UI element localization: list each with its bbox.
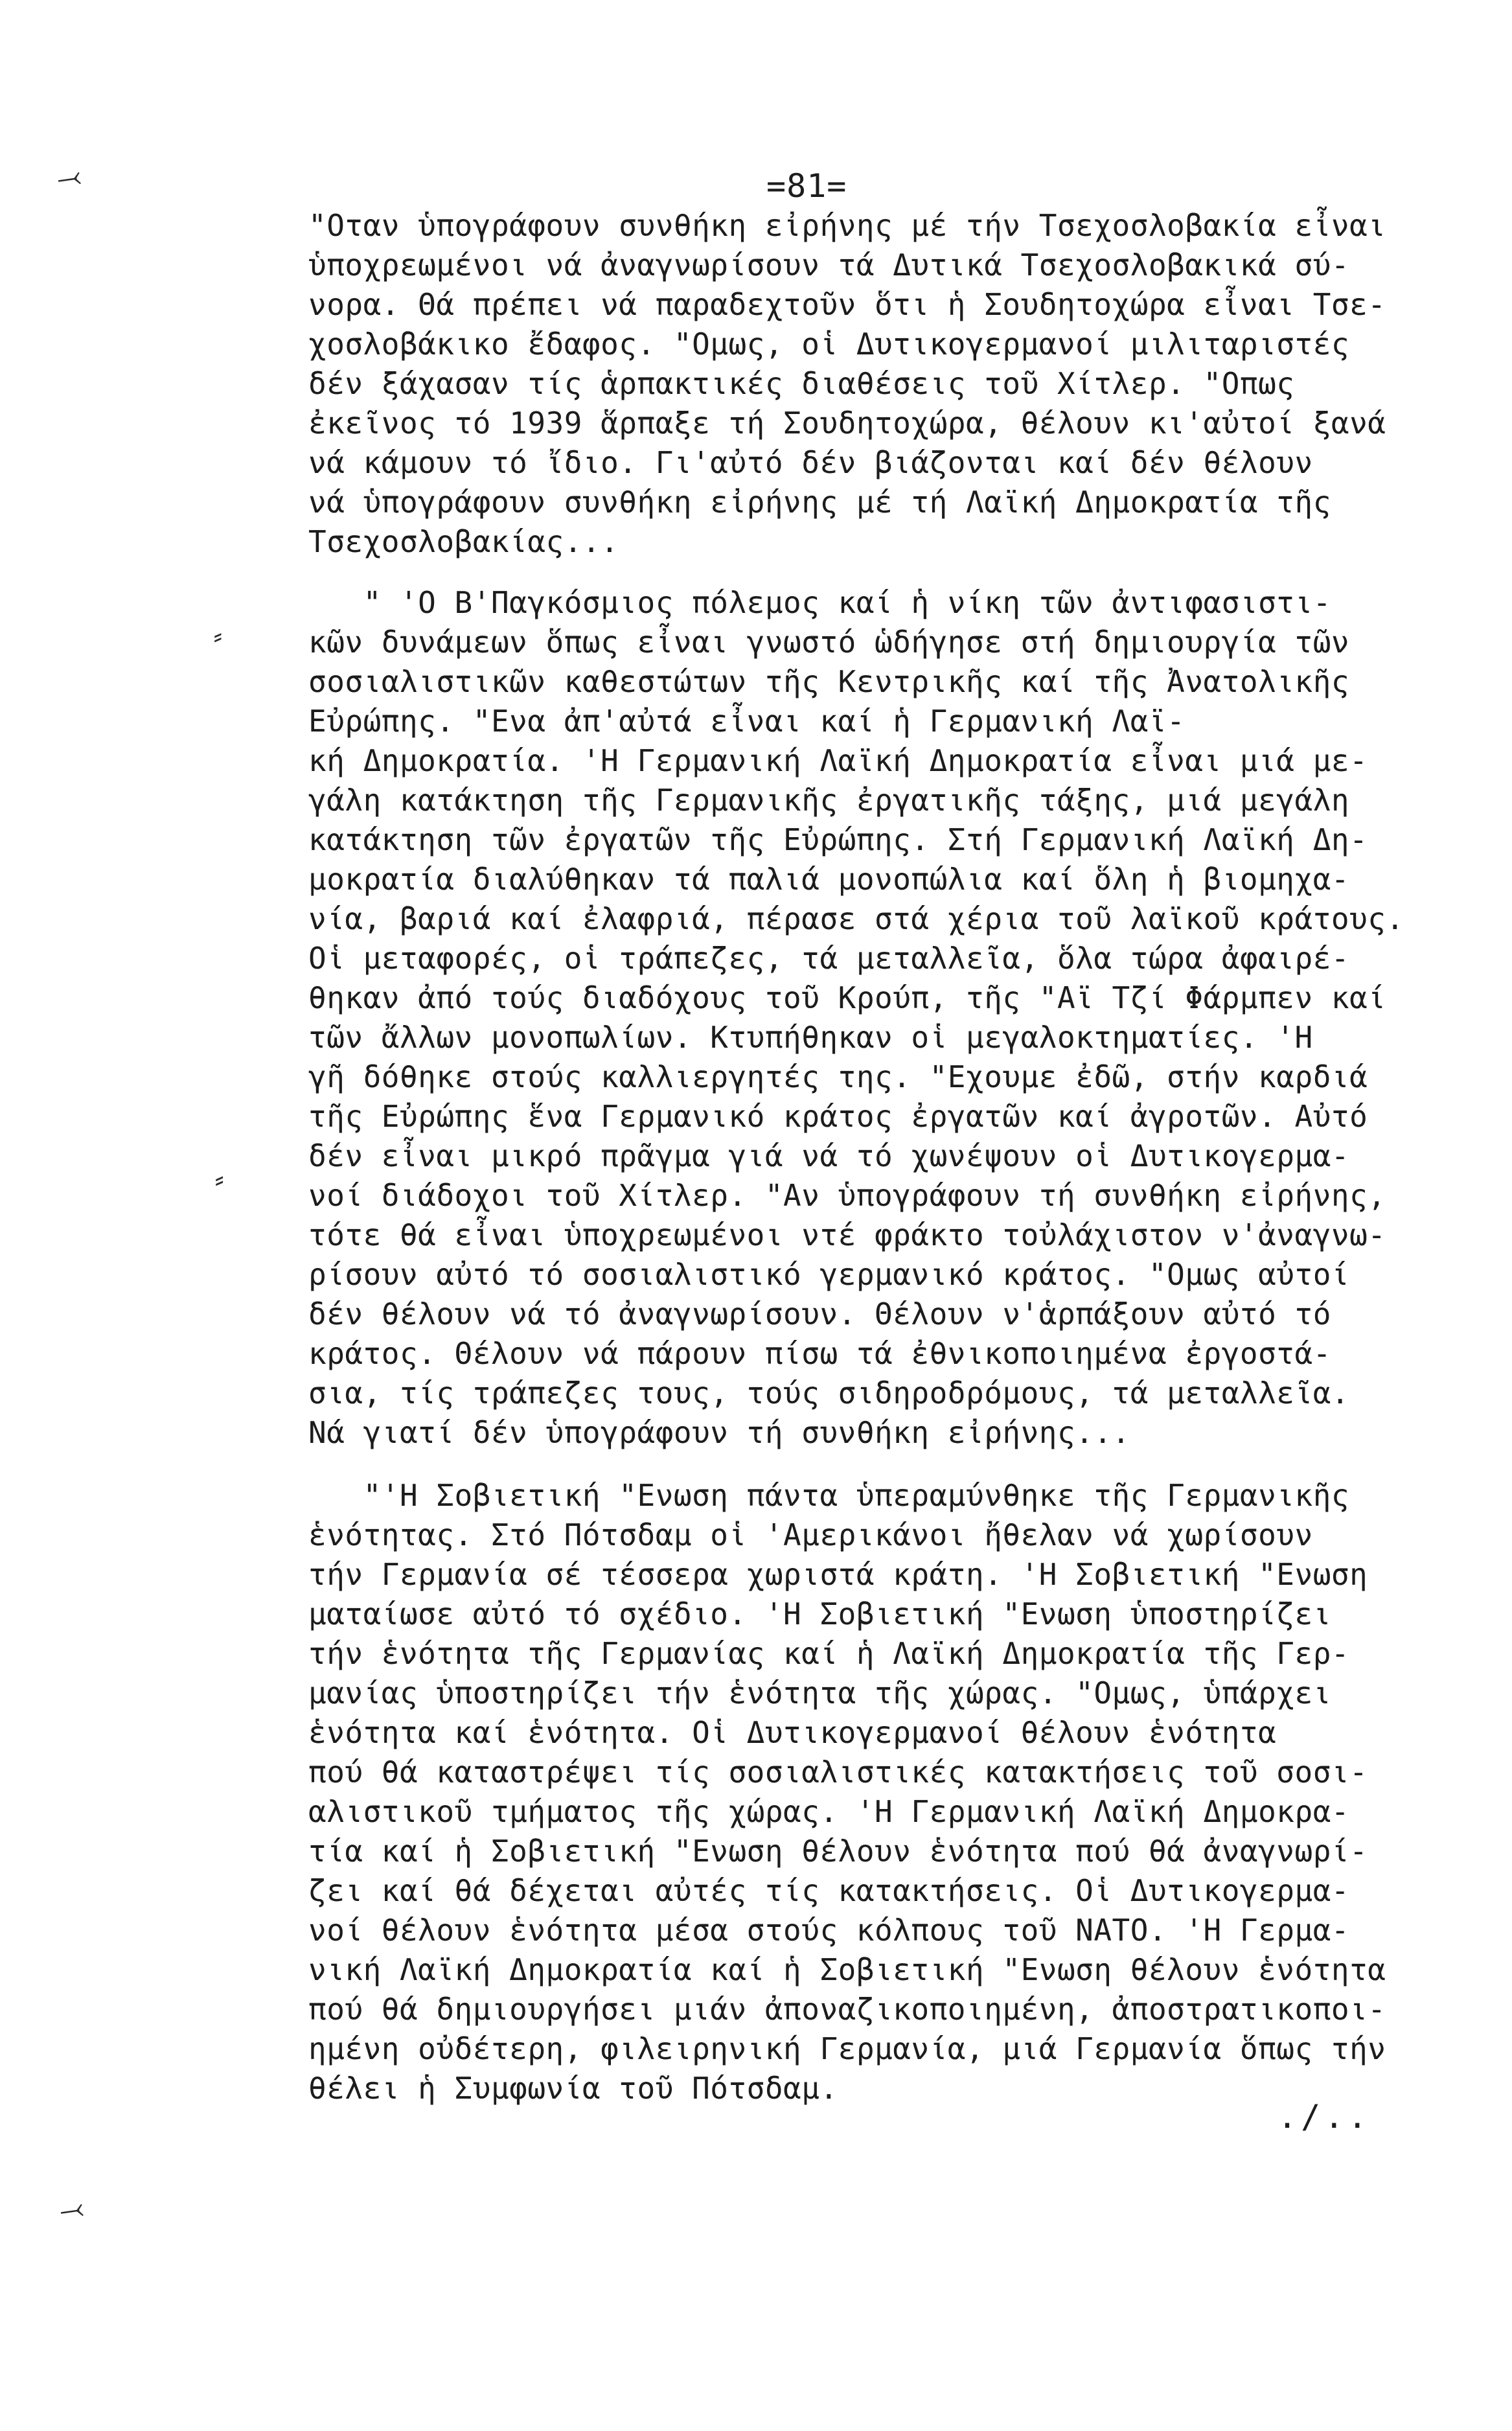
margin-pencil-mark: ⸗	[215, 1164, 224, 1194]
text-line: Οἱ μεταφορές, οἱ τράπεζες, τά μεταλλεῖα, ὅλα τώρα ἀφαιρέ-	[308, 941, 1350, 976]
text-line: ρίσουν αὐτό τό σοσιαλιστικό γερμανικό κράτος. "Ομως αὐτοί	[308, 1257, 1350, 1292]
text-line: τῶν ἄλλων μονοπωλίων. Κτυπήθηκαν οἱ μεγαλοκτηματίες. 'Η	[308, 1020, 1313, 1055]
text-line: γῆ δόθηκε στούς καλλιεργητές της. "Εχουμε ἐδῶ, στήν καρδιά	[308, 1059, 1368, 1094]
text-line: Νά γιατί δέν ὑπογράφουν τή συνθήκη εἰρήνης...	[308, 1415, 1130, 1450]
text-line: νορα. Θά πρέπει νά παραδεχτοῦν ὅτι ἡ Σουδητοχώρα εἶναι Τσε-	[308, 287, 1386, 322]
text-line: πού θά καταστρέψει τίς σοσιαλιστικές κατακτήσεις τοῦ σοσι-	[308, 1755, 1368, 1790]
text-line: πού θά δημιουργήσει μιάν ἀποναζικοποιημένη, ἀποστρατικοποι-	[308, 1992, 1386, 2027]
text-line: νική Λαϊκή Δημοκρατία καί ἡ Σοβιετική "Ενωση θέλουν ἑνότητα	[308, 1952, 1386, 1987]
text-line: τήν Γερμανία σέ τέσσερα χωριστά κράτη. 'Η Σοβιετική "Ενωση	[308, 1557, 1368, 1592]
text-line: "'Η Σοβιετική "Ενωση πάντα ὑπεραμύνθηκε τῆς Γερμανικῆς	[308, 1478, 1350, 1513]
text-line: ματαίωσε αὐτό τό σχέδιο. 'Η Σοβιετική "Ενωση ὑποστηρίζει	[308, 1596, 1331, 1631]
text-line: Εὐρώπης. "Ενα ἀπ'αὐτά εἶναι καί ἡ Γερμανική Λαϊ-	[308, 704, 1186, 739]
text-line: νία, βαριά καί ἐλαφριά, πέρασε στά χέρια τοῦ λαϊκοῦ κράτους.	[308, 901, 1404, 936]
text-line: κράτος. Θέλουν νά πάρουν πίσω τά ἐθνικοποιημένα ἐργοστά-	[308, 1336, 1331, 1371]
text-line: αλιστικοῦ τμήματος τῆς χώρας. 'Η Γερμανική Λαϊκή Δημοκρα-	[308, 1794, 1350, 1829]
text-line: γάλη κατάκτηση τῆς Γερμανικῆς ἐργατικῆς τάξης, μιά μεγάλη	[308, 783, 1350, 818]
paragraph-german-unity	[308, 1476, 1500, 2108]
text-line: ζει καί θά δέχεται αὐτές τίς κατακτήσεις. Οἱ Δυτικογερμα-	[308, 1873, 1350, 1908]
page-number: =81=	[766, 167, 847, 205]
text-line: τῆς Εὐρώπης ἕνα Γερμανικό κράτος ἐργατῶν καί ἀγροτῶν. Αὐτό	[308, 1099, 1368, 1134]
text-line: θέλει ἡ Συμφωνία τοῦ Πότσδαμ.	[308, 2071, 838, 2106]
text-line: ἑνότητα καί ἑνότητα. Οἱ Δυτικογερμανοί θέλουν ἑνότητα	[308, 1715, 1277, 1750]
text-line: κῶν δυνάμεων ὅπως εἶναι γνωστό ὡδήγησε στή δημιουργία τῶν	[308, 625, 1350, 660]
text-line: τήν ἑνότητα τῆς Γερμανίας καί ἡ Λαϊκή Δημοκρατία τῆς Γερ-	[308, 1636, 1350, 1671]
text-line: "Οταν ὑπογράφουν συνθήκη εἰρήνης μέ τήν Τσεχοσλοβακία εἶναι	[308, 208, 1386, 243]
text-line: Τσεχοσλοβακίας...	[308, 524, 619, 559]
text-line: νά ὑπογράφουν συνθήκη εἰρήνης μέ τή Λαϊκή Δημοκρατία τῆς	[308, 485, 1331, 520]
text-line: νά κάμουν τό ἴδιο. Γι'αὐτό δέν βιάζονται καί δέν θέλουν	[308, 445, 1313, 480]
text-line: νοί διάδοχοι τοῦ Χίτλερ. "Αν ὑπογράφουν τή συνθήκη εἰρήνης,	[308, 1178, 1386, 1213]
paragraph-sudetenland	[308, 206, 1500, 562]
text-line: τότε θά εἶναι ὑποχρεωμένοι ντέ φράκτο τοὐλάχιστον ν'ἀναγνω-	[308, 1217, 1386, 1252]
text-line: μανίας ὑποστηρίζει τήν ἑνότητα τῆς χώρας. "Ομως, ὑπάρχει	[308, 1676, 1331, 1711]
margin-pencil-mark: ⸗	[214, 621, 222, 650]
text-line: μοκρατία διαλύθηκαν τά παλιά μονοπώλια καί ὅλη ἡ βιομηχα-	[308, 862, 1350, 897]
text-line: δέν εἶναι μικρό πρᾶγμα γιά νά τό χωνέψουν οἱ Δυτικογερμα-	[308, 1138, 1350, 1173]
continuation-mark: ./..	[1277, 2098, 1371, 2136]
text-line: ημένη οὐδέτερη, φιλειρηνική Γερμανία, μιά Γερμανία ὅπως τήν	[308, 2031, 1386, 2066]
margin-pencil-mark: ⤙	[57, 2189, 86, 2228]
text-line: σια, τίς τράπεζες τους, τούς σιδηροδρόμους, τά μεταλλεῖα.	[308, 1376, 1350, 1411]
text-line: θηκαν ἀπό τούς διαδόχους τοῦ Κρούπ, τῆς "Αϊ Τζί Φάρμπεν καί	[308, 980, 1386, 1015]
text-line: τία καί ἡ Σοβιετική "Ενωση θέλουν ἑνότητα πού θά ἀναγνωρί-	[308, 1834, 1368, 1869]
text-line: ἑνότητας. Στό Πότσδαμ οἱ 'Αμερικάνοι ἤθελαν νά χωρίσουν	[308, 1517, 1313, 1552]
text-line: κή Δημοκρατία. 'Η Γερμανική Λαϊκή Δημοκρατία εἶναι μιά με-	[308, 743, 1368, 778]
text-line: κατάκτηση τῶν ἐργατῶν τῆς Εὐρώπης. Στή Γερμανική Λαϊκή Δη-	[308, 822, 1368, 857]
text-line: ἐκεῖνος τό 1939 ἅρπαξε τή Σουδητοχώρα, θέλουν κι'αὐτοί ξανά	[308, 406, 1386, 441]
paragraph-gdr	[308, 583, 1500, 1453]
text-line: δέν ξάχασαν τίς ἁρπακτικές διαθέσεις τοῦ Χίτλερ. "Οπως	[308, 366, 1295, 401]
text-line: δέν θέλουν νά τό ἀναγνωρίσουν. Θέλουν ν'ἁρπάξουν αὐτό τό	[308, 1296, 1331, 1331]
text-line: σοσιαλιστικῶν καθεστώτων τῆς Κεντρικῆς καί τῆς Ἀνατολικῆς	[308, 664, 1350, 699]
margin-pencil-mark: ⤙	[54, 157, 84, 196]
text-line: χοσλοβάκικο ἔδαφος. "Ομως, οἱ Δυτικογερμανοί μιλιταριστές	[308, 327, 1350, 362]
text-line: νοί θέλουν ἑνότητα μέσα στούς κόλπους τοῦ ΝΑΤΟ. 'Η Γερμα-	[308, 1913, 1350, 1948]
text-line: ὑποχρεωμένοι νά ἀναγνωρίσουν τά Δυτικά Τσεχοσλοβακικά σύ-	[308, 248, 1350, 282]
text-line: " 'Ο Β'Παγκόσμιος πόλεμος καί ἡ νίκη τῶν ἀντιφασιστι-	[308, 585, 1331, 620]
